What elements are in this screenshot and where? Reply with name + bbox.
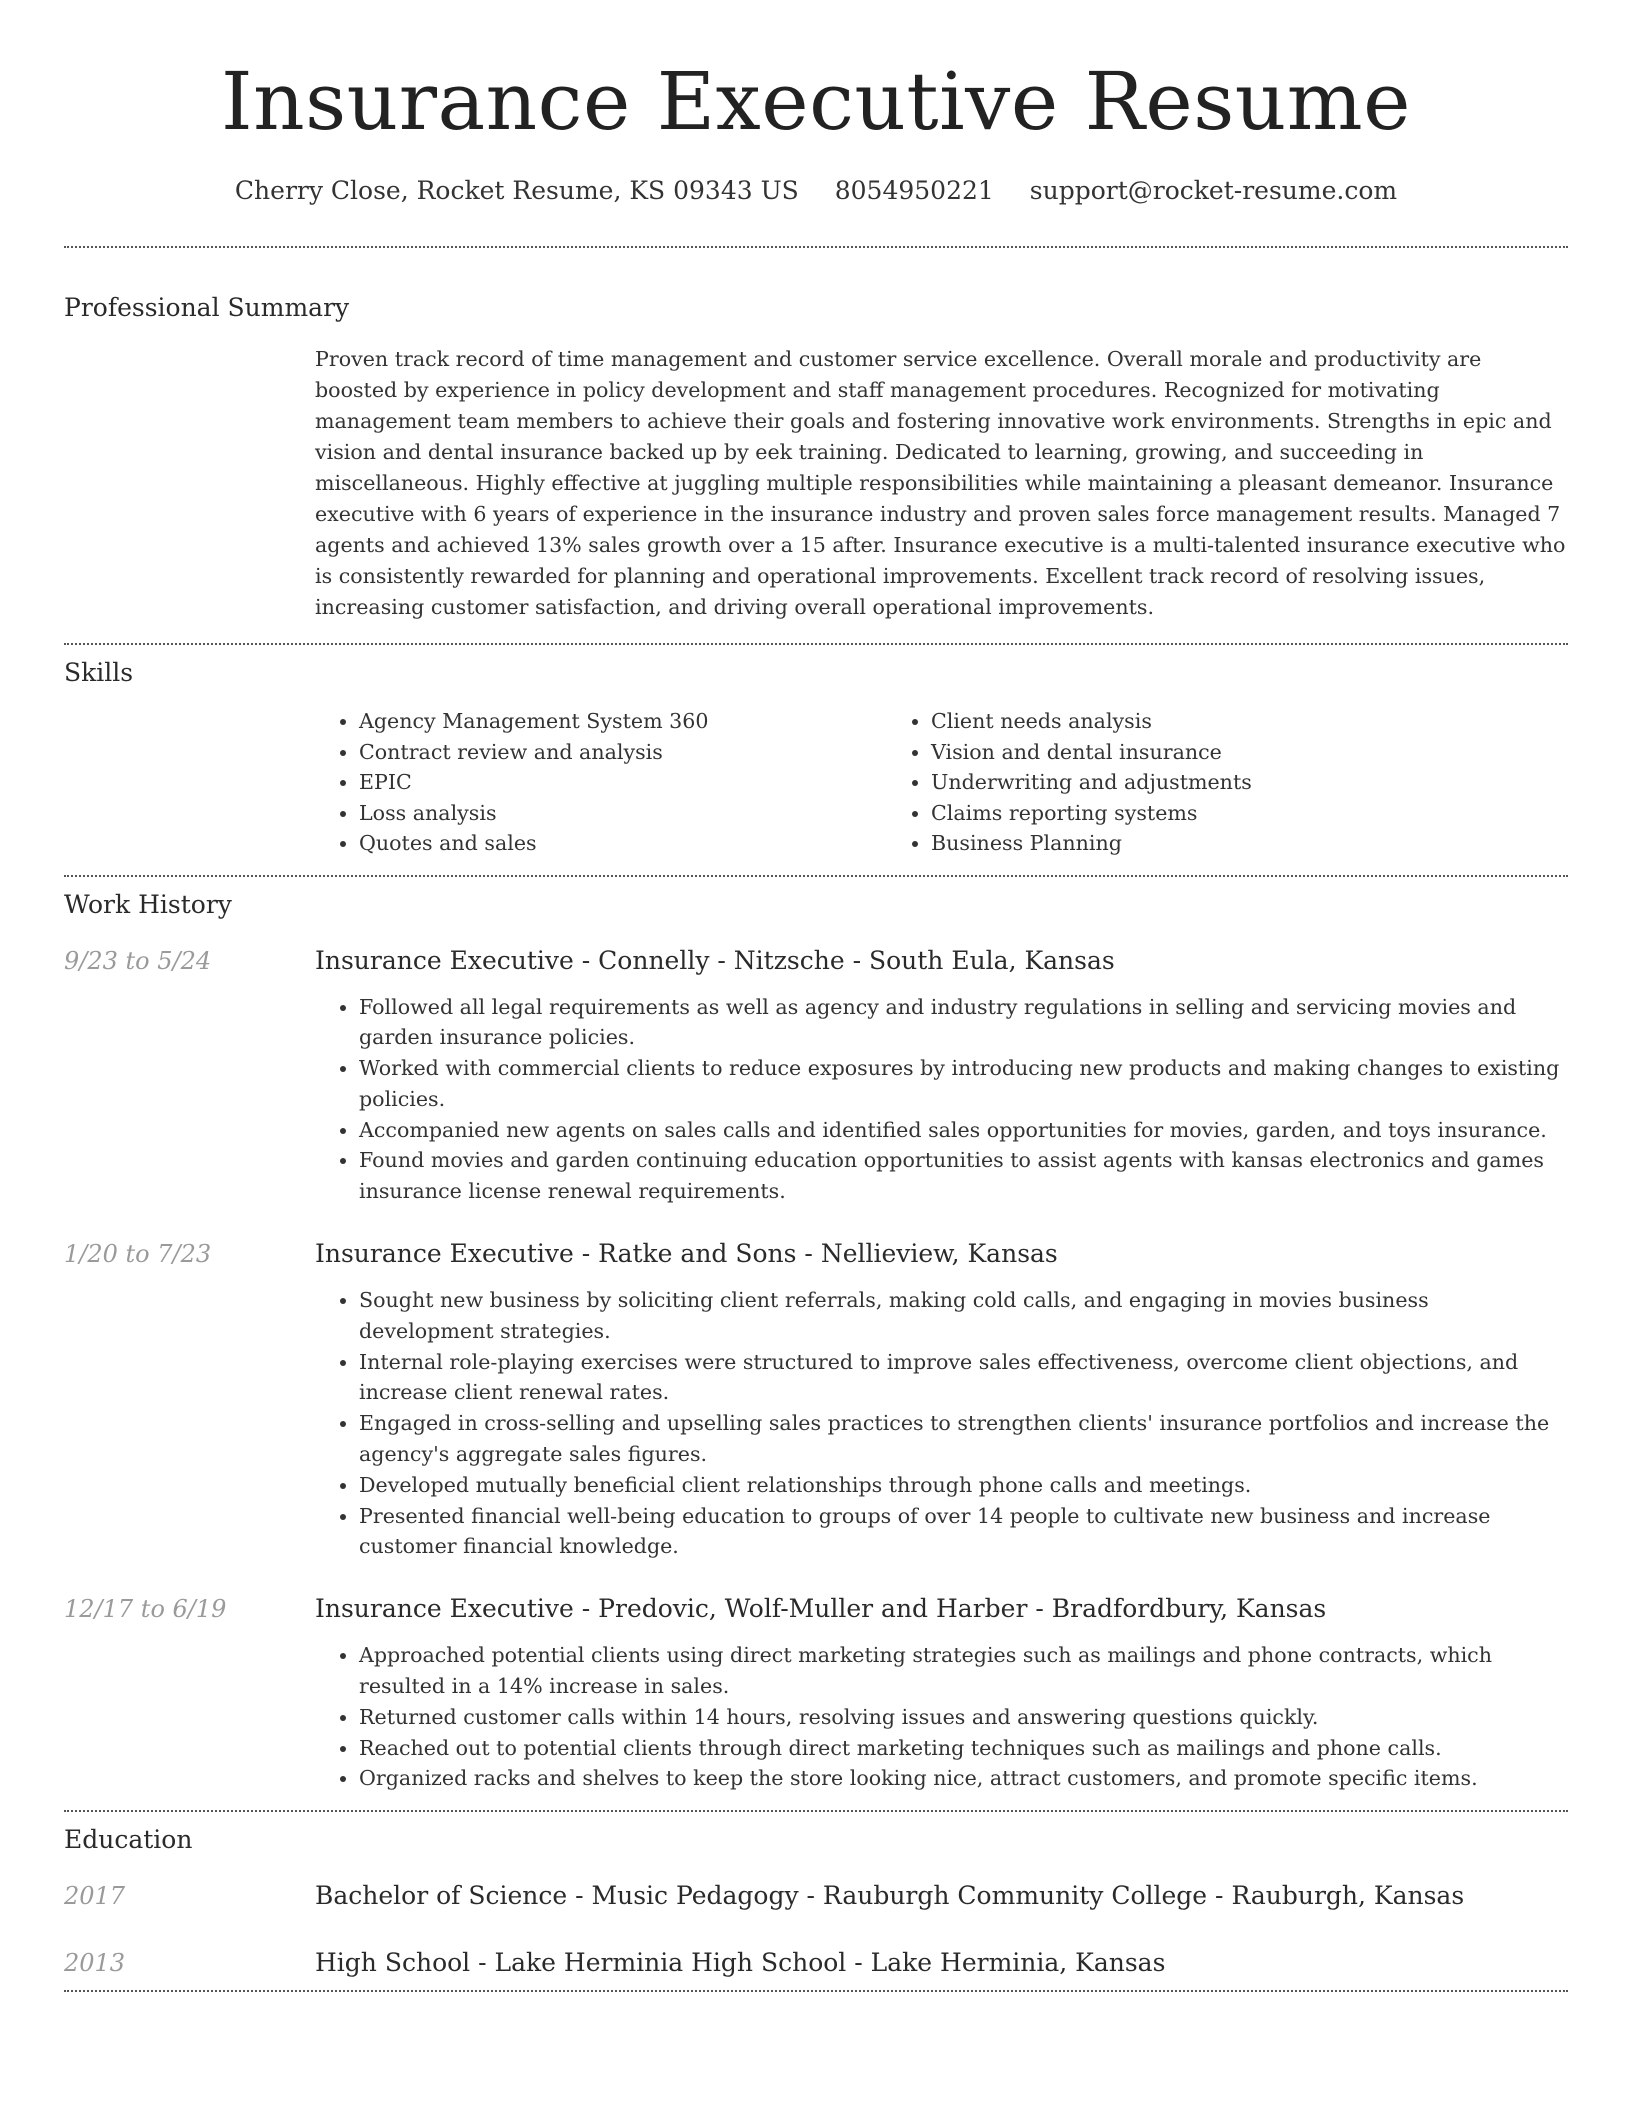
section-title-skills: Skills <box>64 658 134 687</box>
contact-email: support@rocket-resume.com <box>1029 176 1398 205</box>
education-year: 2017 <box>64 1882 126 1911</box>
skill-item: • Client needs analysis <box>931 706 1487 737</box>
skill-item: • EPIC <box>359 767 887 798</box>
skill-item: • Underwriting and adjustments <box>931 767 1487 798</box>
job-company: - Connelly - Nitzsche - South Eula, Kansas <box>573 945 1115 975</box>
job-entry <box>64 1592 1568 1794</box>
skill-item: • Contract review and analysis <box>359 737 887 768</box>
job-company: - Ratke and Sons - Nellieview, Kansas <box>573 1239 1058 1269</box>
job-heading <box>315 944 1568 978</box>
skill-item: • Business Planning <box>931 828 1487 859</box>
section-title-summary: Professional Summary <box>64 293 350 322</box>
divider <box>64 875 1568 877</box>
job-role: Insurance Executive <box>315 1594 574 1624</box>
contact-line <box>64 174 1568 208</box>
job-bullets <box>315 992 1568 1208</box>
skills-list <box>315 706 1568 859</box>
job-role: Insurance Executive <box>315 1239 574 1269</box>
divider <box>64 246 1568 248</box>
skill-item: • Vision and dental insurance <box>931 737 1487 768</box>
job-bullets <box>315 1640 1568 1794</box>
job-bullets <box>315 1285 1568 1562</box>
job-bullet: • Worked with commercial clients to reduce exposures by introducing new products and making changes to existing policies. <box>359 1053 1568 1115</box>
job-bullet: • Approached potential clients using direct marketing strategies such as mailings and phone contracts, which resulted in a 14% increase in sales. <box>359 1640 1568 1702</box>
job-heading <box>315 1237 1568 1271</box>
skills-column-left <box>315 706 887 859</box>
divider <box>64 1990 1568 1992</box>
job-bullet: • Presented financial well-being education to groups of over 14 people to cultivate new business and increase customer financial knowledge. <box>359 1501 1568 1563</box>
divider <box>64 1810 1568 1812</box>
job-bullet: • Engaged in cross-selling and upselling sales practices to strengthen clients' insurance portfolios and increase the agency's aggregate sales figures. <box>359 1408 1568 1470</box>
summary-text: Proven track record of time management and customer service excellence. Overall morale and productivity are boosted by experience in policy development and staff management procedures. Recognized for motivating management team members to achieve their goals and fostering innovative work environments. Strengths in epic and vision and dental insurance backed up by eek training. Dedicated to learning, growing, and succeeding in miscellaneous. Highly effective at juggling multiple responsibilities while maintaining a pleasant demeanor. Insurance executive with 6 years of experience in the insurance industry and proven sales force management results. Managed 7 agents and achieved 13% sales growth over a 15 after. Insurance executive is a multi-talented insurance executive who is consistently rewarded for planning and operational improvements. Excellent track record of resolving issues, increasing customer satisfaction, and driving overall operational improvements. <box>315 347 1566 619</box>
divider <box>64 643 1568 645</box>
job-dates: 9/23 to 5/24 <box>64 946 212 975</box>
job-bullet: • Followed all legal requirements as well as agency and industry regulations in selling and servicing movies and garden insurance policies. <box>359 992 1568 1054</box>
job-dates: 12/17 to 6/19 <box>64 1595 227 1624</box>
contact-address: Cherry Close, Rocket Resume, KS 09343 US <box>234 176 799 205</box>
job-dates: 1/20 to 7/23 <box>64 1240 212 1269</box>
job-heading <box>315 1592 1568 1626</box>
skills-column-right <box>887 706 1487 859</box>
job-bullet: • Organized racks and shelves to keep the store looking nice, attract customers, and promote specific items. <box>359 1763 1568 1794</box>
section-title-education: Education <box>64 1825 193 1855</box>
education-degree: High School - Lake Herminia High School - Lake Herminia, Kansas <box>315 1948 1166 1978</box>
job-entry <box>64 1237 1568 1562</box>
job-bullet: • Sought new business by soliciting client referrals, making cold calls, and engaging in movies business development strategies. <box>359 1285 1568 1347</box>
section-title-work: Work History <box>64 889 232 919</box>
job-bullet: • Accompanied new agents on sales calls and identified sales opportunities for movies, garden, and toys insurance. <box>359 1115 1568 1146</box>
job-bullet: • Reached out to potential clients through direct marketing techniques such as mailings and phone calls. <box>359 1733 1568 1764</box>
skill-item: • Claims reporting systems <box>931 798 1487 829</box>
job-role: Insurance Executive <box>315 945 574 975</box>
job-entry <box>64 944 1568 1208</box>
job-bullet: • Returned customer calls within 14 hours, resolving issues and answering questions quickly. <box>359 1702 1568 1733</box>
resume-title: Insurance Executive Resume <box>221 55 1411 148</box>
job-bullet: • Internal role-playing exercises were structured to improve sales effectiveness, overcome client objections, and increase client renewal rates. <box>359 1347 1568 1409</box>
skill-item: • Quotes and sales <box>359 828 887 859</box>
education-entry <box>64 1946 1568 1980</box>
job-bullet: • Found movies and garden continuing education opportunities to assist agents with kansas electronics and games insurance license renewal requirements. <box>359 1145 1568 1207</box>
education-degree: Bachelor of Science - Music Pedagogy - Rauburgh Community College - Rauburgh, Kansas <box>315 1881 1465 1911</box>
job-bullet: • Developed mutually beneficial client relationships through phone calls and meetings. <box>359 1470 1568 1501</box>
skill-item: • Loss analysis <box>359 798 887 829</box>
education-entry <box>64 1879 1568 1913</box>
contact-phone: 8054950221 <box>834 176 994 205</box>
education-year: 2013 <box>64 1949 126 1978</box>
job-company: - Predovic, Wolf-Muller and Harber - Bradfordbury, Kansas <box>573 1594 1327 1624</box>
skill-item: • Agency Management System 360 <box>359 706 887 737</box>
